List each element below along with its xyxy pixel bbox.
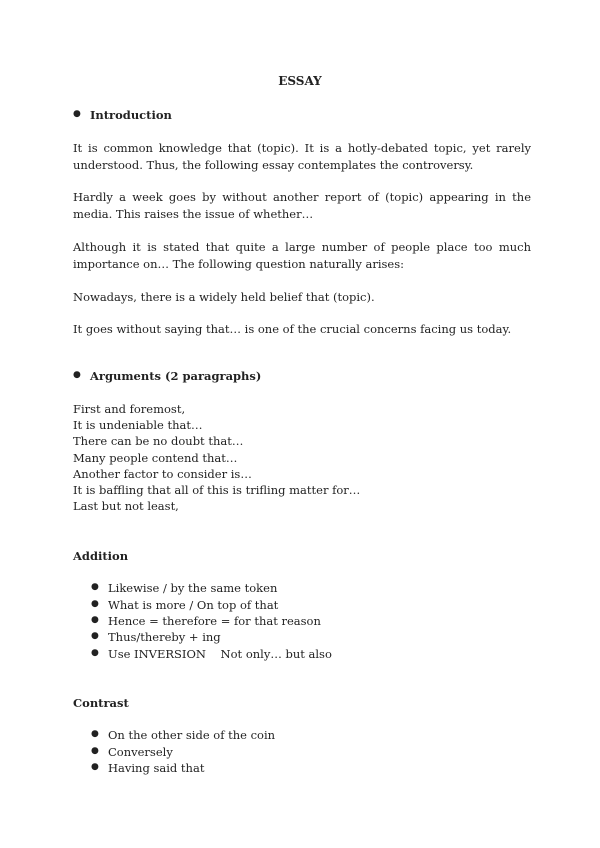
addition-item: ● Hence = therefore = for that reason	[108, 614, 321, 628]
argument-line: Last but not least,	[73, 499, 179, 513]
intro-paragraph-5: It goes without saying that… is one of the crucial concerns facing us today.	[73, 322, 512, 336]
addition-item: ● Likewise / by the same token	[108, 581, 277, 595]
contrast-heading: Contrast	[73, 696, 129, 710]
argument-line: It is baffling that all of this is trifling matter for…	[73, 483, 361, 497]
intro-paragraph-3: Although it is stated that quite a large number of people place too much importance on… The following question naturally arises:	[73, 240, 531, 271]
argument-line: Another factor to consider is…	[73, 467, 252, 481]
addition-heading: Addition	[73, 549, 129, 563]
intro-paragraph-4: Nowadays, there is a widely held belief that (topic).	[73, 290, 375, 304]
arguments-heading: ● Arguments (2 paragraphs)	[90, 369, 261, 383]
argument-line: It is undeniable that…	[73, 418, 203, 432]
contrast-item: ● Conversely	[108, 745, 173, 759]
introduction-heading: ● Introduction	[90, 108, 172, 122]
addition-item: ● Thus/thereby + ing	[108, 630, 221, 644]
argument-line: There can be no doubt that…	[73, 434, 244, 448]
contrast-item: ● On the other side of the coin	[108, 728, 275, 742]
addition-item: ● What is more / On top of that	[108, 598, 278, 612]
intro-paragraph-1: It is common knowledge that (topic). It is a hotly-debated topic, yet rarely understood. Thus, the following essay contemplates the controversy.	[73, 141, 531, 172]
argument-line: Many people contend that…	[73, 451, 238, 465]
addition-item: ● Use INVERSION Not only… but also	[108, 647, 332, 661]
page-title: ESSAY	[278, 74, 322, 88]
contrast-item: ● Having said that	[108, 761, 204, 775]
intro-paragraph-2: Hardly a week goes by without another report of (topic) appearing in the media. This raises the issue of whether…	[73, 190, 531, 221]
argument-line: First and foremost,	[73, 402, 186, 416]
